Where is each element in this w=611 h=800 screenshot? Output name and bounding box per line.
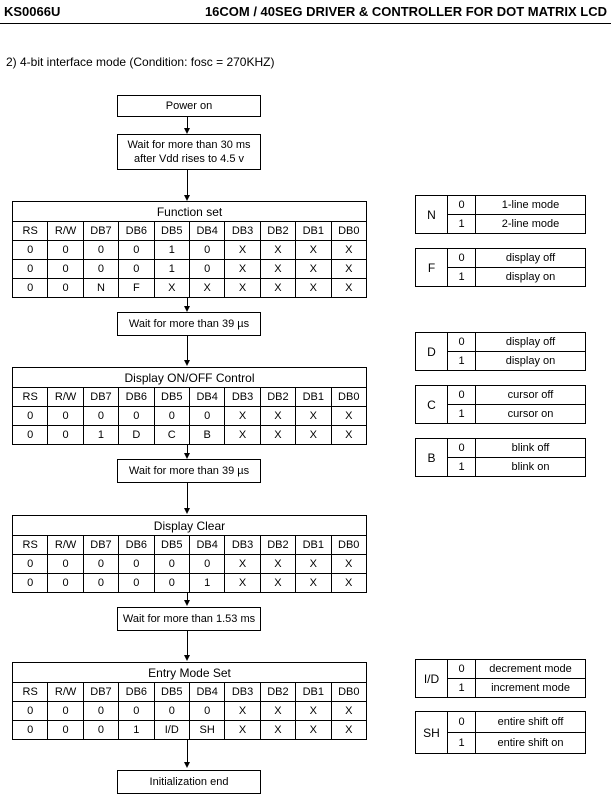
option-n-table [415,195,586,234]
table-cell: 0 [13,407,48,426]
header-rule [0,23,611,24]
table-cell: 0 [189,260,224,279]
document-title: 16COM / 40SEG DRIVER & CONTROLLER FOR DOT MATRIX LCD [204,4,607,19]
table-cell: X [331,555,366,574]
option-value: 1 [448,352,476,371]
table-cell: X [331,407,366,426]
column-header: DB3 [225,683,260,702]
column-header: DB6 [119,536,154,555]
option-text: increment mode [476,679,586,698]
column-header: R/W [48,536,83,555]
table-cell: 0 [13,279,48,298]
option-c-table [415,385,586,424]
table-cell: X [331,241,367,260]
function-set-table [12,201,367,298]
entry-mode-title: Entry Mode Set [13,663,367,683]
table-cell: 0 [13,574,48,593]
table-cell: 0 [119,241,154,260]
table-cell: 0 [119,555,154,574]
table-cell: 0 [119,574,154,593]
arrow-down-icon [184,762,190,768]
table-cell: 0 [48,702,83,721]
option-value: 0 [448,249,476,268]
option-label: N [416,196,448,234]
column-header: DB5 [154,683,189,702]
table-row [13,555,367,574]
power-on-box [117,95,261,117]
table-cell: 0 [83,407,118,426]
option-sh-table [415,711,586,754]
table-cell: 0 [119,407,154,426]
table-cell: 0 [83,721,118,740]
table-cell: 0 [48,426,83,445]
table-cell: 0 [13,426,48,445]
column-header: DB4 [189,536,224,555]
table-cell: SH [189,721,224,740]
table-cell: 0 [189,555,224,574]
table-cell: 0 [154,574,189,593]
column-header: DB5 [154,536,189,555]
table-cell: 0 [48,260,83,279]
wait-30ms-line2: after Vdd rises to 4.5 v [133,153,245,165]
option-value: 0 [448,660,476,679]
option-label: C [416,386,448,424]
table-row [13,241,367,260]
option-label: I/D [416,660,448,698]
table-cell: 0 [48,555,83,574]
table-row [13,279,367,298]
table-cell: 0 [83,241,118,260]
table-cell: X [260,721,295,740]
table-cell: 0 [189,407,224,426]
arrow-down-icon [184,360,190,366]
table-header-row [13,222,367,241]
column-header: DB0 [331,388,366,407]
table-cell: D [119,426,154,445]
column-header: DB3 [225,536,260,555]
wait-39us-label-1: Wait for more than 39 µs [128,318,250,330]
table-cell: 0 [83,260,118,279]
table-cell: X [296,407,331,426]
table-cell: X [225,260,260,279]
display-control-table [12,367,367,445]
option-text: blink off [476,439,586,458]
display-control-title: Display ON/OFF Control [13,368,367,388]
table-cell: 0 [48,721,83,740]
wait-39us-box-2 [117,459,261,483]
option-text: display off [476,333,586,352]
option-text: display on [476,352,586,371]
column-header: DB7 [83,536,118,555]
table-cell: 0 [154,407,189,426]
table-cell: X [296,426,331,445]
table-cell: X [296,279,331,298]
column-header: DB2 [260,222,295,241]
table-cell: 0 [154,555,189,574]
option-f-table [415,248,586,287]
table-cell: X [225,279,260,298]
display-clear-title: Display Clear [13,516,367,536]
column-header: DB1 [296,388,331,407]
table-cell: X [189,279,224,298]
column-header: DB4 [189,222,224,241]
column-header: DB6 [119,388,154,407]
table-header-row [13,536,367,555]
option-text: entire shift off [476,712,586,733]
init-end-label: Initialization end [149,776,229,788]
connector [187,336,188,360]
column-header: RS [13,388,48,407]
table-cell: X [331,721,367,740]
option-text: entire shift on [476,733,586,754]
table-cell: 0 [83,574,118,593]
table-cell: X [225,407,260,426]
table-cell: X [296,555,331,574]
table-cell: X [225,574,260,593]
option-value: 0 [448,712,476,733]
table-cell: 0 [83,702,118,721]
arrow-down-icon [184,600,190,606]
column-header: DB7 [83,222,118,241]
arrow-down-icon [184,655,190,661]
column-header: DB5 [154,222,189,241]
function-set-title: Function set [13,202,367,222]
document-id: KS0066U [4,4,61,19]
section-subtitle: 2) 4-bit interface mode (Condition: fosc = 270KHZ) [6,55,275,69]
option-value: 1 [448,268,476,287]
connector [187,170,188,195]
table-cell: X [331,702,367,721]
table-cell: X [260,574,295,593]
option-value: 1 [448,405,476,424]
option-text: blink on [476,458,586,477]
table-cell: C [154,426,189,445]
column-header: RS [13,222,48,241]
table-row [13,574,367,593]
table-cell: X [225,721,260,740]
column-header: DB2 [260,388,295,407]
table-cell: X [296,721,331,740]
table-cell: X [296,574,331,593]
option-value: 0 [448,196,476,215]
table-cell: X [260,555,295,574]
table-cell: 0 [48,407,83,426]
table-row [13,426,367,445]
column-header: R/W [48,222,83,241]
display-clear-table [12,515,367,593]
column-header: DB7 [83,683,118,702]
table-cell: 0 [13,702,48,721]
table-cell: X [296,260,331,279]
table-cell: N [83,279,118,298]
column-header: DB2 [260,536,295,555]
column-header: DB1 [296,536,331,555]
wait-1-53ms-label: Wait for more than 1.53 ms [122,613,256,625]
option-text: cursor off [476,386,586,405]
table-cell: I/D [154,721,189,740]
option-b-table [415,438,586,477]
column-header: DB2 [260,683,295,702]
option-id-table [415,659,586,698]
wait-30ms-line1: Wait for more than 30 ms [127,139,251,151]
power-on-label: Power on [165,100,213,112]
table-cell: 0 [13,241,48,260]
column-header: DB4 [189,683,224,702]
column-header: RS [13,683,48,702]
option-d-table [415,332,586,371]
option-label: B [416,439,448,477]
option-value: 1 [448,215,476,234]
table-cell: X [260,279,295,298]
table-cell: 1 [154,260,189,279]
table-cell: 0 [13,555,48,574]
table-cell: X [260,407,295,426]
column-header: RS [13,536,48,555]
table-cell: X [225,241,260,260]
table-cell: X [154,279,189,298]
table-cell: 0 [119,260,154,279]
table-cell: 0 [13,260,48,279]
table-cell: X [260,702,295,721]
table-cell: 0 [48,279,83,298]
table-cell: 1 [119,721,154,740]
option-text: display on [476,268,586,287]
table-cell: 1 [154,241,189,260]
arrow-down-icon [184,508,190,514]
table-cell: X [331,574,366,593]
table-cell: 0 [48,241,83,260]
connector [187,631,188,656]
connector [187,444,188,453]
option-label: SH [416,712,448,754]
table-cell: X [296,241,331,260]
column-header: DB3 [225,222,260,241]
option-value: 1 [448,733,476,754]
table-cell: X [225,702,260,721]
option-value: 1 [448,458,476,477]
table-header-row [13,683,367,702]
table-cell: X [260,260,295,279]
column-header: DB3 [225,388,260,407]
table-cell: X [331,279,367,298]
column-header: DB1 [296,222,331,241]
connector [187,483,188,508]
table-cell: X [331,426,366,445]
table-cell: X [225,555,260,574]
table-cell: 0 [83,555,118,574]
wait-39us-label-2: Wait for more than 39 µs [128,465,250,477]
table-header-row [13,388,367,407]
column-header: DB1 [296,683,331,702]
option-label: D [416,333,448,371]
column-header: DB0 [331,536,366,555]
option-value: 0 [448,439,476,458]
table-cell: 1 [189,574,224,593]
column-header: DB4 [189,388,224,407]
column-header: DB0 [331,222,367,241]
wait-1-53ms-box [117,607,261,631]
table-cell: 1 [83,426,118,445]
option-value: 0 [448,386,476,405]
column-header: R/W [48,683,83,702]
table-cell: X [331,260,367,279]
table-cell: B [189,426,224,445]
option-text: 1-line mode [476,196,586,215]
table-cell: 0 [154,702,189,721]
table-row [13,407,367,426]
table-cell: X [260,426,295,445]
table-cell: X [260,241,295,260]
wait-39us-box-1 [117,312,261,336]
table-cell: 0 [189,241,224,260]
column-header: DB0 [331,683,367,702]
table-cell: 0 [48,574,83,593]
table-row [13,721,367,740]
option-text: display off [476,249,586,268]
option-label: F [416,249,448,287]
column-header: DB6 [119,222,154,241]
option-text: decrement mode [476,660,586,679]
column-header: R/W [48,388,83,407]
option-text: cursor on [476,405,586,424]
table-cell: X [225,426,260,445]
option-value: 1 [448,679,476,698]
column-header: DB5 [154,388,189,407]
connector [187,740,188,763]
wait-30ms-box [117,134,261,170]
option-value: 0 [448,333,476,352]
table-row [13,260,367,279]
column-header: DB6 [119,683,154,702]
column-header: DB7 [83,388,118,407]
table-row [13,702,367,721]
init-end-box [117,770,261,794]
option-text: 2-line mode [476,215,586,234]
table-cell: 0 [119,702,154,721]
table-cell: X [296,702,331,721]
table-cell: F [119,279,154,298]
entry-mode-table [12,662,367,740]
table-cell: 0 [13,721,48,740]
table-cell: 0 [189,702,224,721]
